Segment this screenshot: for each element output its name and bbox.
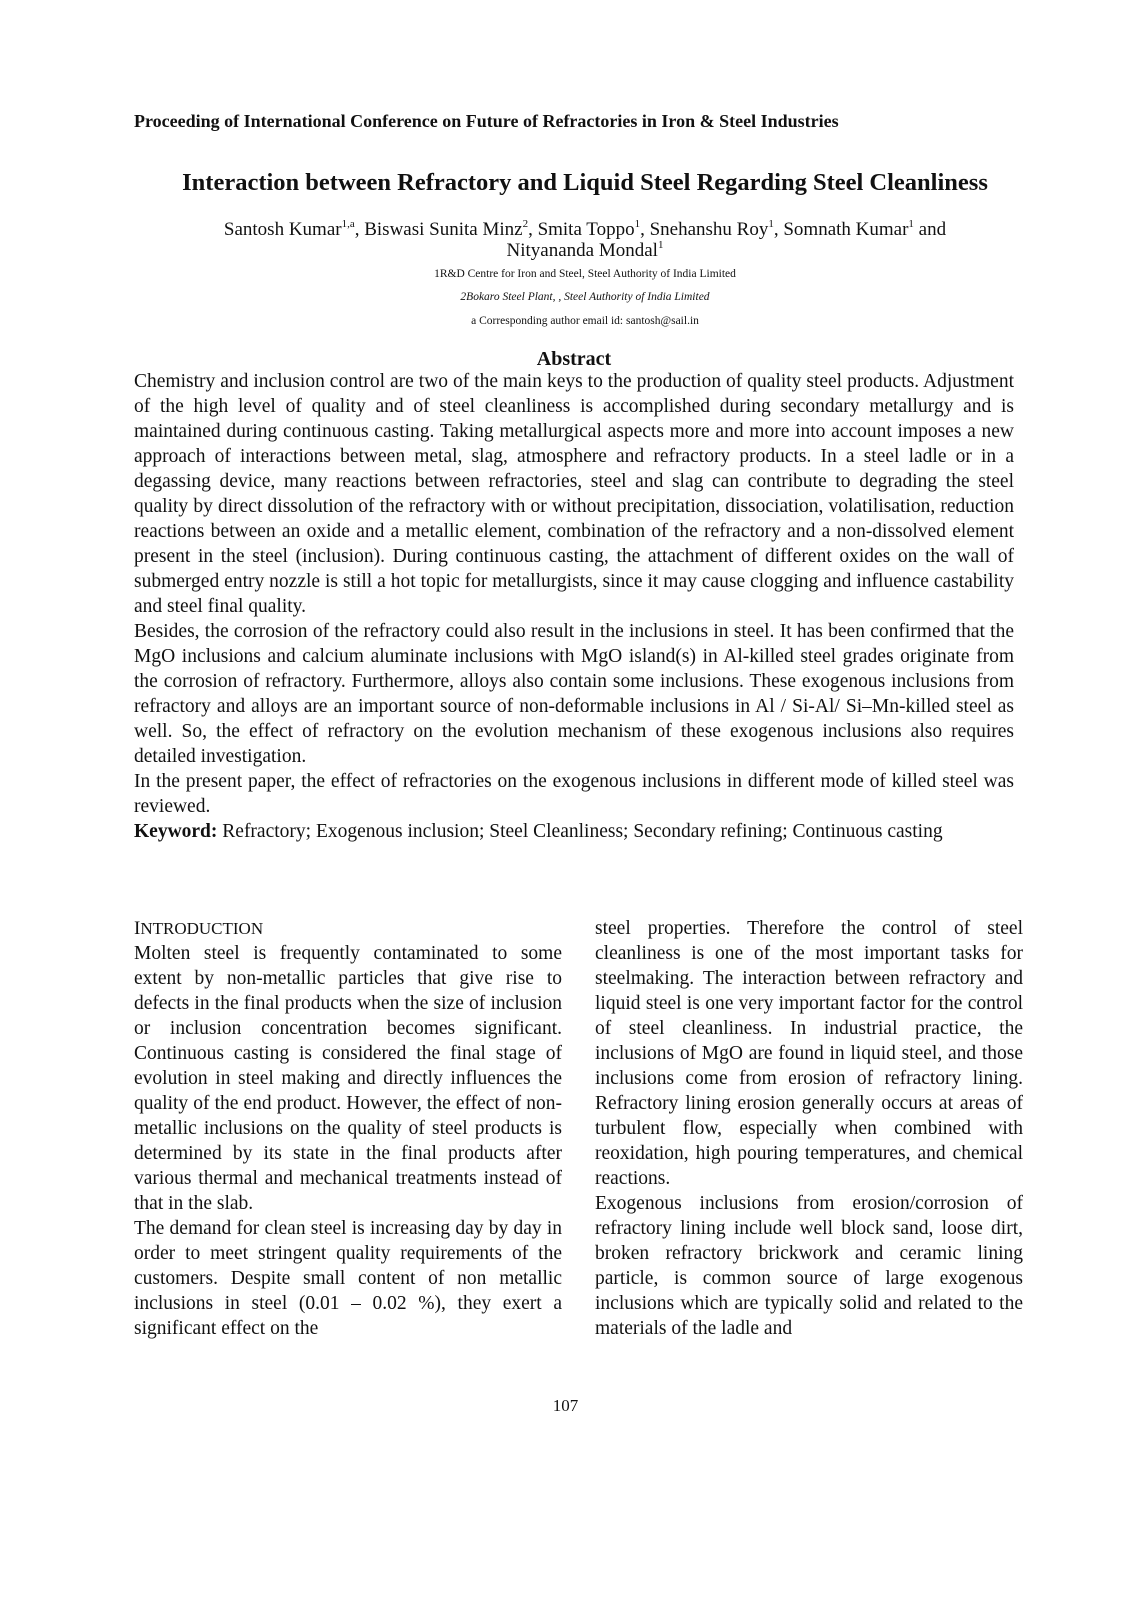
author-name: Snehanshu Roy [649, 219, 769, 240]
page-number: 107 [552, 1396, 579, 1415]
author [538, 219, 650, 240]
body-paragraph: steel properties. Therefore the control of steel cleanliness is one of the most important tasks for steelmaking. The interaction between refractory and liquid steel is one very important factor for the control of steel cleanliness. In industrial practice, the inclusions of MgO are found in liquid steel, and those inclusions come from erosion of refractory lining. Refractory lining erosion generally occurs at areas of turbulent flow, especially when combined with reoxidation, high pouring temperatures, and chemical reactions. [595, 918, 1023, 1189]
author-name: Biswasi Sunita Minz [364, 219, 523, 240]
paper-title: Interaction between Refractory and Liquid Steel Regarding Steel Cleanliness [182, 169, 988, 196]
keywords-list: Refractory; Exogenous inclusion; Steel Cleanliness; Secondary refining; Continuous casting [217, 821, 943, 842]
author-affiliation-mark: 2 [522, 217, 529, 230]
abstract-paragraph: Besides, the corrosion of the refractory could also result in the inclusions in steel. It has been confirmed that the MgO inclusions and calcium aluminate inclusions with MgO island(s) in Al-killed steel grades originate from the corrosion of refractory. Furthermore, alloys also contain some inclusions. These exogenous inclusions from refractory and alloys are an important source of non-deformable inclusions in Al / Si-Al/ Si–Mn-killed steel as well. So, the effect of refractory on the evolution mechanism of these exogenous inclusions also requires detailed investigation. [134, 621, 1014, 767]
keywords-label: Keyword: [134, 821, 218, 842]
abstract-paragraph: Chemistry and inclusion control are two of the main keys to the production of quality steel products. Adjustment of the high level of quality and of steel cleanliness is accomplished during secondary metallurgy and is maintained during continuous casting. Taking metallurgical aspects more and more into account imposes a new approach of interactions between metal, slag, atmosphere and refractory products. In a steel ladle or in a degassing device, many reactions between refractories, steel and slag can contribute to degrading the steel quality by direct dissolution of the refractory with or without precipitation, dissociation, volatilisation, reduction reactions between an oxide and a metallic element, combination of the refractory and a non-dissolved element present in the steel (inclusion). During continuous casting, the attachment of different oxides on the wall of submerged entry nozzle is still a hot topic for metallurgists, since it may cause clogging and influence castability and steel final quality. [134, 371, 1014, 617]
author-name: Santosh Kumar [223, 219, 342, 240]
author-separator: , [773, 219, 784, 240]
author-name: Smita Toppo [537, 219, 635, 240]
author [364, 219, 537, 240]
author-separator: , [354, 219, 365, 240]
right-column [595, 916, 1023, 1341]
body-paragraph: The demand for clean steel is increasing day by day in order to meet stringent quality requirements of the customers. Despite small content of non metallic inclusions in steel (0.01 – 0.02 %), they exert a significant effect on the [134, 1218, 562, 1339]
author-name: Nityananda Mondal [506, 240, 658, 261]
keywords [134, 819, 1014, 844]
abstract-paragraph: In the present paper, the effect of refractories on the exogenous inclusions in different mode of killed steel was reviewed. [134, 771, 1014, 817]
author-affiliation-mark: 1 [768, 217, 774, 230]
author-name: Somnath Kumar [783, 219, 909, 240]
body-paragraph: Exogenous inclusions from erosion/corrosion of refractory lining include well block sand, loose dirt, broken refractory brickwork and ceramic lining particle, is common source of large exogenous inclusions which are typically solid and related to the materials of the ladle and [595, 1193, 1023, 1339]
author-separator: , [640, 219, 650, 240]
author-affiliation-mark: 1 [634, 217, 641, 230]
author [650, 219, 784, 240]
section-heading-introduction [134, 916, 562, 941]
affiliation-1: 1R&D Centre for Iron and Steel, Steel Authority of India Limited [434, 268, 736, 280]
author [783, 219, 946, 240]
affiliation-2: 2Bokaro Steel Plant, , Steel Authority of India Limited [460, 291, 710, 303]
abstract-body [134, 369, 1014, 844]
author [507, 240, 664, 261]
heading-rest: NTRODUCTION [140, 919, 264, 938]
abstract-heading: Abstract [536, 348, 612, 370]
left-column [134, 916, 562, 1341]
author-affiliation-mark: 1 [908, 217, 914, 230]
author-affiliation-mark: 1,a [341, 217, 355, 230]
author [224, 219, 364, 240]
author-separator: , [528, 219, 538, 240]
heading-initial: I [134, 918, 141, 939]
corresponding-author: a Corresponding author email id: santosh@sail.in [471, 315, 699, 327]
author-list [150, 219, 1020, 261]
conference-header: Proceeding of International Conference on Future of Refractories in Iron & Steel Industries [134, 111, 839, 131]
author-affiliation-mark: 1 [657, 238, 664, 251]
body-paragraph: Molten steel is frequently contaminated to some extent by non-metallic particles that give rise to defects in the final products when the size of inclusion or inclusion concentration becomes significant. Continuous casting is considered the final stage of evolution in steel making and directly influences the quality of the end product. However, the effect of non-metallic inclusions on the quality of steel products is determined by its state in the final products after various thermal and mechanical treatments instead of that in the slab. [134, 943, 562, 1214]
author-separator: and [913, 219, 947, 240]
